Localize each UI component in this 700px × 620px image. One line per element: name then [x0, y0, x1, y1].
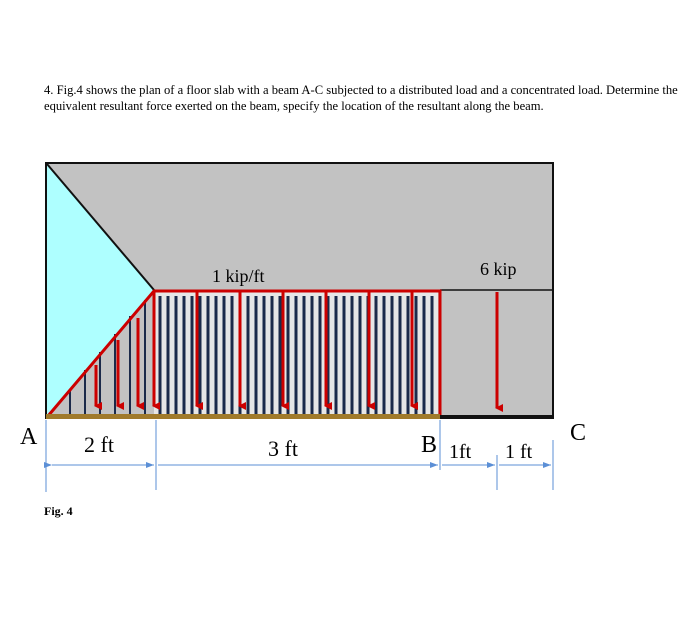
problem-statement: 4. Fig.4 shows the plan of a floor slab with a beam A-C subjected to a distributed load and a concentrated load. Determine the equivalent resultant force exerted on the beam, specify the location of the resultant along the beam. [44, 83, 678, 113]
distributed-load-label: 1 kip/ft [212, 266, 265, 286]
point-a-label: A [20, 424, 38, 450]
dimension-label-1ft-right: 1 ft [505, 441, 533, 463]
dimension-label-2ft: 2 ft [84, 432, 114, 457]
dimension-label-3ft: 3 ft [268, 436, 298, 461]
point-c-label: C [570, 420, 587, 446]
dimension-label-1ft-left: 1ft [449, 441, 472, 463]
dimension-lines [46, 420, 553, 492]
point-b-label: B [421, 432, 438, 458]
figure-caption: Fig. 4 [44, 504, 73, 518]
beam [46, 414, 440, 419]
concentrated-load-label: 6 kip [480, 259, 517, 279]
